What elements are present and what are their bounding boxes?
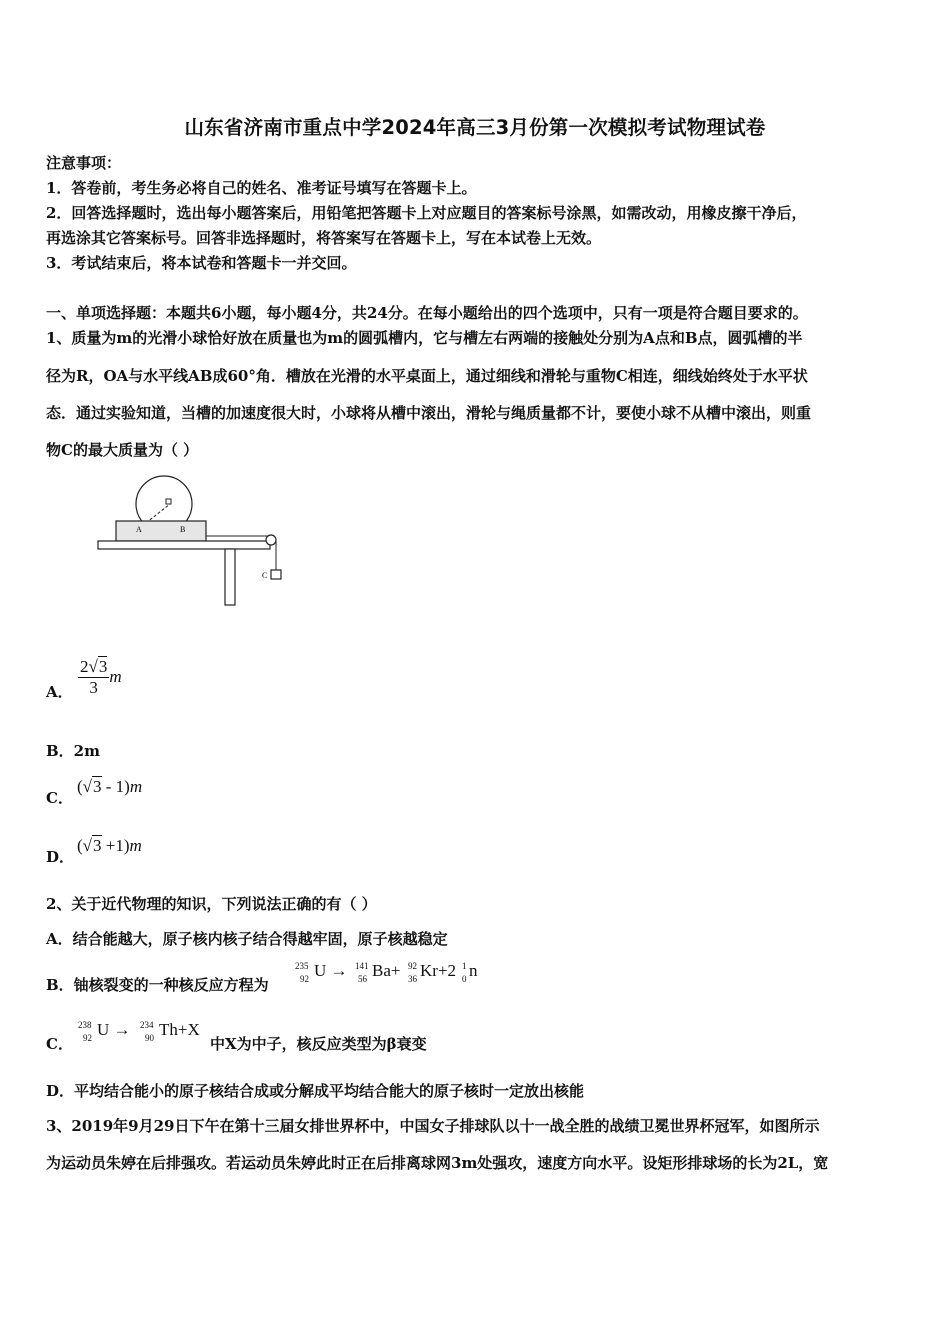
u-symbol: U → bbox=[97, 1020, 131, 1039]
notice-item-1: 1．答卷前，考生务必将自己的姓名、准考证号填写在答题卡上。 bbox=[46, 179, 477, 197]
question-3-line-2: 为运动员朱婷在后排强攻。若运动员朱婷此时正在后排离球网3m处强攻，速度方向水平。设矩形排球场的长为2L，宽 bbox=[46, 1154, 829, 1172]
fraction-numerator bbox=[78, 656, 109, 678]
th-mass-number: 234 bbox=[140, 1020, 154, 1030]
point-b-label: B bbox=[180, 525, 186, 534]
notice-item-2-line-1: 2．回答选择题时，选出每小题答案后，用铅笔把答题卡上对应题目的答案标号涂黑，如需改动，用橡皮擦干净后， bbox=[46, 204, 807, 222]
question-1-line-2: 径为R，OA与水平线AB成60°角．槽放在光滑的水平桌面上，通过细线和滑轮与重物C相连，细线始终处于水平状 bbox=[46, 367, 808, 385]
sqrt-icon: √ bbox=[82, 777, 93, 796]
question-1-option-d-label: D． bbox=[46, 848, 75, 866]
variable-m: m bbox=[129, 777, 143, 796]
ba-mass-number: 141 bbox=[355, 961, 369, 971]
question-1-option-c-label: C． bbox=[46, 789, 73, 807]
question-1-line-4: 物C的最大质量为（ ） bbox=[46, 441, 199, 459]
table-top bbox=[98, 541, 270, 549]
radicand: 3 bbox=[93, 836, 102, 855]
notice-item-2-line-2: 再选涂其它答案标号。回答非选择题时，将答案写在答题卡上，写在本试卷上无效。 bbox=[46, 229, 602, 247]
n-symbol: n bbox=[469, 961, 478, 980]
arc-groove-block bbox=[116, 521, 206, 541]
question-3-line-1: 3、2019年9月29日下午在第十三届女排世界杯中，中国女子排球队以十一战全胜的战绩卫冕世界杯冠军，如图所示 bbox=[46, 1117, 820, 1135]
question-2-stem: 2、关于近代物理的知识，下列说法正确的有（ ） bbox=[46, 895, 377, 913]
sqrt-icon: √ bbox=[88, 657, 98, 676]
expression-rest: +1) bbox=[101, 836, 130, 855]
u-symbol: U → bbox=[314, 961, 348, 980]
weight-c-label: C bbox=[262, 571, 268, 580]
weight-c-block bbox=[271, 570, 281, 579]
sqrt-icon: √ bbox=[82, 836, 93, 855]
n-charge-number: 0 bbox=[462, 974, 467, 984]
numerator-coefficient: 2 bbox=[80, 657, 89, 676]
ba-symbol: Ba+ bbox=[372, 961, 401, 980]
expression-rest: - 1) bbox=[101, 777, 130, 796]
question-1-option-a-expression bbox=[78, 656, 122, 698]
th-symbol: Th+X bbox=[159, 1020, 200, 1039]
question-2-option-b-text: B．铀核裂变的一种核反应方程为 bbox=[46, 976, 269, 994]
ba-charge-number: 56 bbox=[358, 974, 367, 984]
paren-open: ( bbox=[77, 836, 83, 855]
question-2-option-c-text: 中X为中子，核反应类型为β衰变 bbox=[210, 1035, 427, 1053]
question-2-option-a: A．结合能越大，原子核内核子结合得越牢固，原子核越稳定 bbox=[46, 930, 448, 948]
u-charge-number: 92 bbox=[83, 1033, 92, 1043]
point-a-label: A bbox=[136, 525, 142, 534]
paren-open: ( bbox=[77, 777, 83, 796]
radicand: 3 bbox=[98, 657, 108, 676]
kr-charge-number: 36 bbox=[408, 974, 417, 984]
question-1-line-3: 态．通过实验知道，当槽的加速度很大时，小球将从槽中滚出，滑轮与绳质量都不计，要使小球不从槽中滚出，则重 bbox=[46, 404, 812, 422]
kr-symbol: Kr+2 bbox=[420, 961, 457, 980]
variable-m: m bbox=[129, 836, 142, 855]
question-2-option-d: D．平均结合能小的原子核结合成或分解成平均结合能大的原子核时一定放出核能 bbox=[46, 1082, 585, 1100]
question-1-option-b: B．2m bbox=[46, 742, 100, 760]
notice-heading: 注意事项： bbox=[46, 154, 122, 172]
question-1-option-a-label: A． bbox=[46, 683, 73, 701]
question-1-line-1: 1、质量为m的光滑小球恰好放在质量也为m的圆弧槽内，它与槽左右两端的接触处分别为A点和B点，圆弧槽的半 bbox=[46, 329, 803, 347]
n-mass-number: 1 bbox=[462, 961, 467, 971]
question-1-option-c-expression bbox=[77, 776, 142, 797]
u-charge-number: 92 bbox=[300, 974, 309, 984]
question-2-option-c-label: C． bbox=[46, 1035, 73, 1053]
notice-item-3: 3．考试结束后，将本试卷和答题卡一并交回。 bbox=[46, 254, 357, 272]
u-mass-number: 235 bbox=[295, 961, 309, 971]
fraction bbox=[78, 656, 109, 698]
question-2-option-b-equation bbox=[295, 960, 495, 990]
th-charge-number: 90 bbox=[145, 1033, 154, 1043]
kr-mass-number: 92 bbox=[408, 961, 417, 971]
question-1-figure bbox=[90, 470, 300, 615]
question-2-option-c-equation bbox=[78, 1019, 208, 1049]
page-title: 山东省济南市重点中学2024年高三3月份第一次模拟考试物理试卷 bbox=[184, 116, 766, 139]
u-mass-number: 238 bbox=[78, 1020, 92, 1030]
center-o-marker bbox=[166, 499, 171, 504]
question-1-option-d-expression bbox=[77, 835, 142, 856]
fraction-denominator: 3 bbox=[89, 678, 98, 697]
radicand: 3 bbox=[93, 777, 102, 796]
table-leg bbox=[225, 549, 235, 605]
section-1-heading: 一、单项选择题：本题共6小题，每小题4分，共24分。在每小题给出的四个选项中，只有一项是符合题目要求的。 bbox=[46, 304, 808, 322]
variable-m: m bbox=[109, 667, 122, 686]
pulley bbox=[266, 535, 276, 545]
